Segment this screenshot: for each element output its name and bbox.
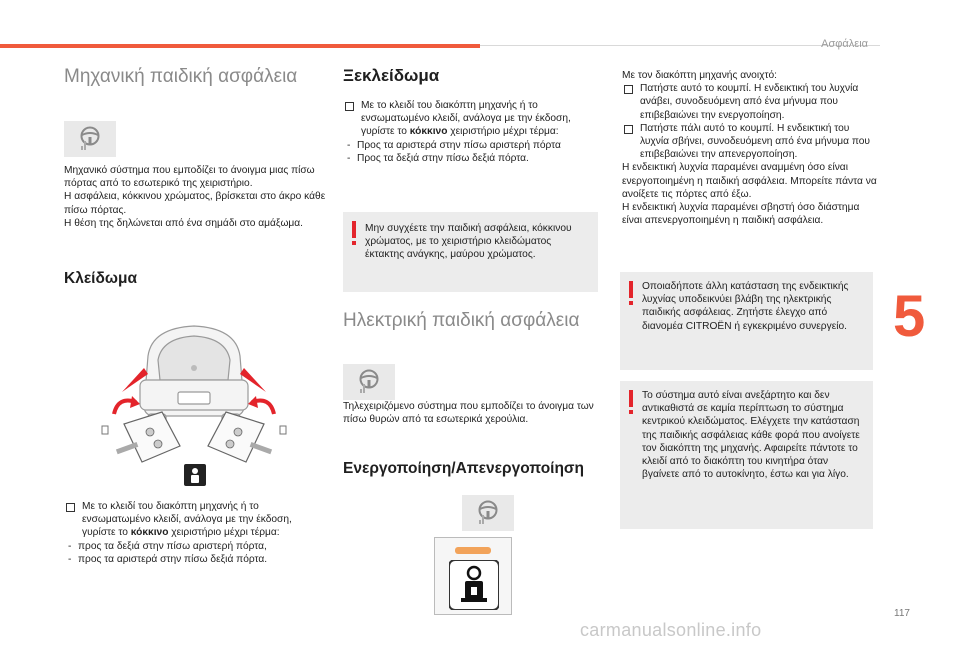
steering-wheel-icon-box xyxy=(64,121,116,157)
activation-state-off: Η ενδεικτική λυχνία παραμένει σβηστή όσο διάστημα είναι απενεργοποιημένη η παιδική ασφάλεια. xyxy=(622,202,860,227)
warning-note-fault xyxy=(620,272,873,370)
header-accent-rule xyxy=(0,44,480,48)
steering-wheel-icon xyxy=(462,495,514,531)
chapter-number: 5 xyxy=(893,284,926,349)
left-key-icon xyxy=(116,412,180,462)
warning-note-colors xyxy=(343,212,598,292)
steering-wheel-icon xyxy=(64,121,116,157)
warning-note-independent-text: Το σύστημα αυτό είναι ανεξάρτητο και δεν αντικαθιστά σε καμία περίπτωση το σύστημα κεντρικού κλειδώματος. Ελέγχετε την κατάσταση της παιδικής ασφάλειας κάθε φορά που ανοίγετε τον διακόπτη της μηχανής. Αφαιρείτε πάντοτε το κλειδί από το διακόπτη του κινητήρα όταν βγαίνετε από το αυτοκίνητο, έστω και για λίγο. xyxy=(642,390,860,481)
unlock-bullet-text: Με το κλειδί του διακόπτη μηχανής ή το ενσωματωμένο κλειδί, ανάλογα με την έκδοση, γυρίστε το xyxy=(361,100,571,138)
lock-dash-2: - προς τα αριστερά στην πίσω δεξιά πόρτα. xyxy=(68,553,268,565)
activation-bullet-2: Πατήστε πάλι αυτό το κουμπί. Η ενδεικτική του λυχνία σβήνει, συνοδευόμενη από ένα μήνυμα που επιβεβαιώνει την απενεργοποίηση. xyxy=(622,122,878,162)
unlock-bullet-bold: κόκκινο xyxy=(409,126,448,138)
unlock-dash-2-text: Προς τα δεξιά στην πίσω δεξιά πόρτα. xyxy=(357,152,529,164)
activation-heading: Ενεργοποίηση/Απενεργοποίηση xyxy=(343,460,585,477)
page-number: 117 xyxy=(894,608,910,619)
warning-icon xyxy=(629,390,633,407)
child-lock-button-illustration xyxy=(434,537,512,615)
unlock-instructions xyxy=(343,99,599,165)
lock-dash-2-text: προς τα αριστερά στην πίσω δεξιά πόρτα. xyxy=(78,553,268,565)
warning-note-fault-text: Οποιαδήποτε άλλη κατάσταση της ενδεικτικής λυχνίας υποδεικνύει βλάβη της ηλεκτρικής παιδικής ασφάλειας. Ζητήστε έλεγχο από διανομέα CITROËN ή εγκεκριμένο συνεργείο. xyxy=(642,281,849,332)
lock-bullet xyxy=(64,500,326,540)
child-lock-illustration xyxy=(96,296,292,492)
intro-line-1: Μηχανικό σύστημα που εμποδίζει το άνοιγμα μιας πίσω πόρτας από το εσωτερικό της χειριστήριο. xyxy=(64,165,315,190)
child-lock-icon xyxy=(449,560,499,610)
warning-icon xyxy=(352,221,356,238)
section-title: Ασφάλεια xyxy=(821,38,868,50)
steering-wheel-icon-box-3 xyxy=(462,495,514,531)
lock-dash-1: - προς τα δεξιά στην πίσω αριστερή πόρτα, xyxy=(68,540,267,552)
lock-bullet-text: Με το κλειδί του διακόπτη μηχανής ή το ενσωματωμένο κλειδί, ανάλογα με την έκδοση, γυρίστε το xyxy=(82,501,292,539)
unlock-dash-1-text: Προς τα αριστερά στην πίσω αριστερή πόρτα xyxy=(357,139,561,151)
unlock-bullet-text-end: χειριστήριο μέχρι τέρμα: xyxy=(447,126,559,138)
lock-bullet-bold: κόκκινο xyxy=(130,527,169,539)
activation-intro: Με τον διακόπτη μηχανής ανοιχτό: xyxy=(622,70,777,81)
warning-note-independent xyxy=(620,381,873,529)
warning-note-text: Μην συγχέετε την παιδική ασφάλεια, κόκκινου χρώματος, με το χειριστήριο κλειδώματος έκτακτης ανάγκης, μαύρου χρώματος. xyxy=(365,223,572,261)
lock-heading: Κλείδωμα xyxy=(64,270,137,287)
lock-instructions xyxy=(64,500,326,566)
intro-line-3: Η θέση της δηλώνεται από ένα σημάδι στο αμάξωμα. xyxy=(64,217,304,229)
activation-state-on: Η ενδεικτική λυχνία παραμένει αναμμένη όσο είναι ενεργοποιημένη η παιδική ασφάλεια. Μπορείτε πάντα να ανοίξετε τις πόρτες από έξω. xyxy=(622,162,877,200)
intro-line-2: Η ασφάλεια, κόκκινου χρώματος, βρίσκεται στο άκρο κάθε πίσω πόρτας. xyxy=(64,191,326,216)
lock-dash-1-text: προς τα δεξιά στην πίσω αριστερή πόρτα, xyxy=(78,540,267,552)
steering-wheel-icon-box-2 xyxy=(343,364,395,400)
unlock-heading: Ξεκλείδωμα xyxy=(343,66,440,85)
unlock-dash-2: - Προς τα δεξιά στην πίσω δεξιά πόρτα. xyxy=(347,152,529,164)
warning-icon xyxy=(629,281,633,298)
watermark: carmanualsonline.info xyxy=(580,620,762,640)
header-thin-rule xyxy=(480,45,880,46)
unlock-dash-1: - Προς τα αριστερά στην πίσω αριστερή πόρτα xyxy=(347,139,561,151)
electric-lock-title: Ηλεκτρική παιδική ασφάλεια xyxy=(343,310,580,331)
unlock-bullet xyxy=(343,99,599,139)
button-indicator-lamp xyxy=(455,547,491,554)
steering-wheel-icon xyxy=(343,364,395,400)
lock-bullet-text-end: χειριστήριο μέχρι τέρμα: xyxy=(168,527,280,539)
right-key-icon xyxy=(208,412,272,462)
electric-lock-intro: Τηλεχειριζόμενο σύστημα που εμποδίζει το άνοιγμα των πίσω θυρών από τα εσωτερικά χερούλια. xyxy=(343,401,594,426)
mechanical-lock-title: Μηχανική παιδική ασφάλεια xyxy=(64,66,298,87)
activation-instructions xyxy=(622,69,878,227)
activation-bullet-1: Πατήστε αυτό το κουμπί. Η ενδεικτική του λυχνία ανάβει, συνοδευόμενη από ένα μήνυμα που επιβεβαιώνει την ενεργοποίηση. xyxy=(622,82,878,122)
mechanical-lock-intro xyxy=(64,164,326,230)
